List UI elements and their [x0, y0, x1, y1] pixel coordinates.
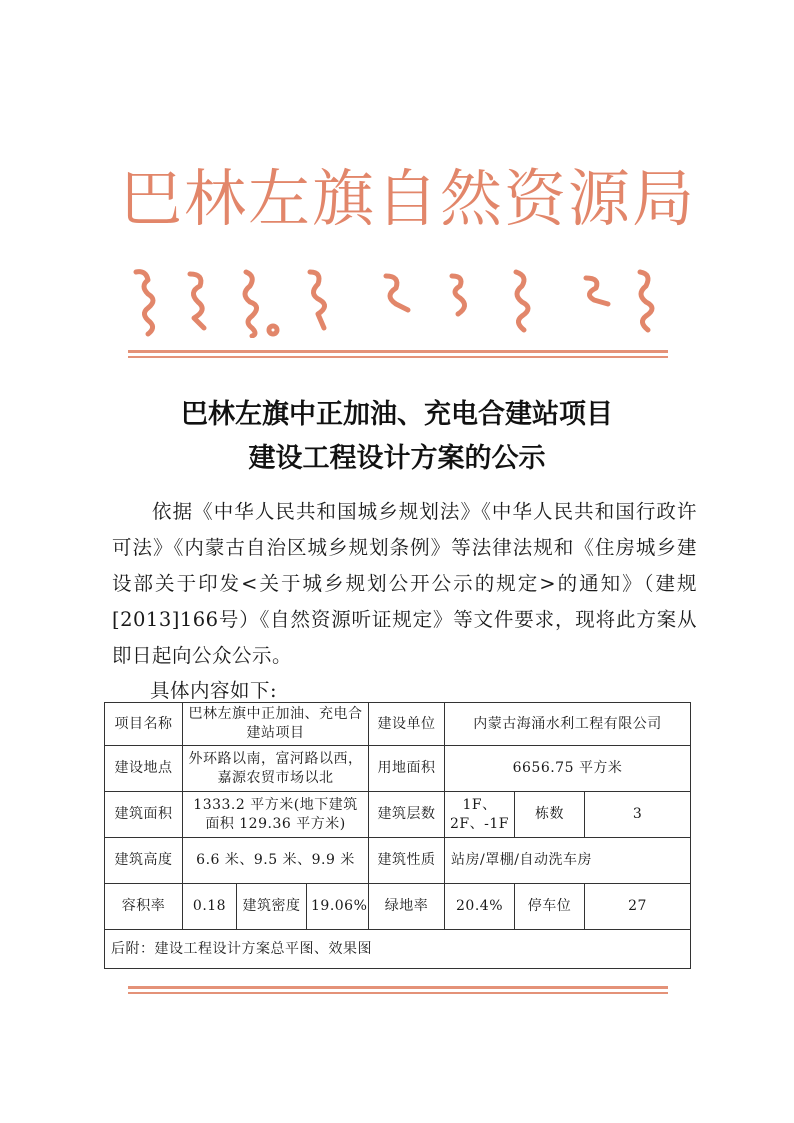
footer-rule-thin	[128, 992, 668, 994]
table-row	[105, 838, 691, 884]
project-info-table	[104, 702, 691, 969]
height-label: 建筑高度	[105, 838, 183, 884]
table-row	[105, 792, 691, 838]
land-area-label: 用地面积	[369, 746, 445, 792]
floors-label: 建筑层数	[369, 792, 445, 838]
table-row	[105, 884, 691, 930]
nature-label: 建筑性质	[369, 838, 445, 884]
table-row	[105, 746, 691, 792]
green-value: 20.4%	[445, 884, 515, 930]
table-row	[105, 703, 691, 746]
location-label: 建设地点	[105, 746, 183, 792]
floors-value: 1F、2F、-1F	[445, 792, 515, 838]
nature-value: 站房/罩棚/自动洗车房	[445, 838, 691, 884]
far-value: 0.18	[183, 884, 237, 930]
parking-label: 停车位	[515, 884, 585, 930]
height-value: 6.6 米、9.5 米、9.9 米	[183, 838, 369, 884]
density-value: 19.06%	[307, 884, 369, 930]
org-name-letterhead: 巴林左旗自然资源局	[120, 162, 697, 235]
project-name-label: 项目名称	[105, 703, 183, 746]
density-label: 建筑密度	[237, 884, 307, 930]
parking-value: 27	[585, 884, 691, 930]
builder-label: 建设单位	[369, 703, 445, 746]
builder-value: 内蒙古海涌水利工程有限公司	[445, 703, 691, 746]
notice-title-line-1: 巴林左旗中正加油、充电合建站项目	[181, 399, 613, 430]
table-row	[105, 930, 691, 969]
footer-rule-thick	[128, 986, 668, 989]
attachment-note: 后附：建设工程设计方案总平图、效果图	[105, 930, 691, 969]
buildings-value: 3	[585, 792, 691, 838]
buildings-label: 栋数	[515, 792, 585, 838]
green-label: 绿地率	[369, 884, 445, 930]
far-label: 容积率	[105, 884, 183, 930]
content-subhead: 具体内容如下:	[150, 679, 278, 702]
project-name-value: 巴林左旗中正加油、充电合建站项目	[183, 703, 369, 746]
mongolian-script-logo	[128, 266, 668, 338]
land-area-value: 6656.75 平方米	[445, 746, 691, 792]
notice-title-line-2: 建设工程设计方案的公示	[248, 443, 546, 474]
floor-area-label: 建筑面积	[105, 792, 183, 838]
letterhead-rule-thick	[128, 350, 668, 353]
location-value: 外环路以南，富河路以西，嘉源农贸市场以北	[183, 746, 369, 792]
letterhead-rule-thin	[128, 356, 668, 358]
floor-area-value: 1333.2 平方米(地下建筑面积 129.36 平方米)	[183, 792, 369, 838]
notice-body-paragraph: 依据《中华人民共和国城乡规划法》《中华人民共和国行政许可法》《内蒙古自治区城乡规划条例》等法律法规和《住房城乡建设部关于印发<关于城乡规划公开公示的规定>的通知》（建规[2013]166号）《自然资源听证规定》等文件要求，现将此方案从即日起向公众公示。	[112, 500, 697, 667]
